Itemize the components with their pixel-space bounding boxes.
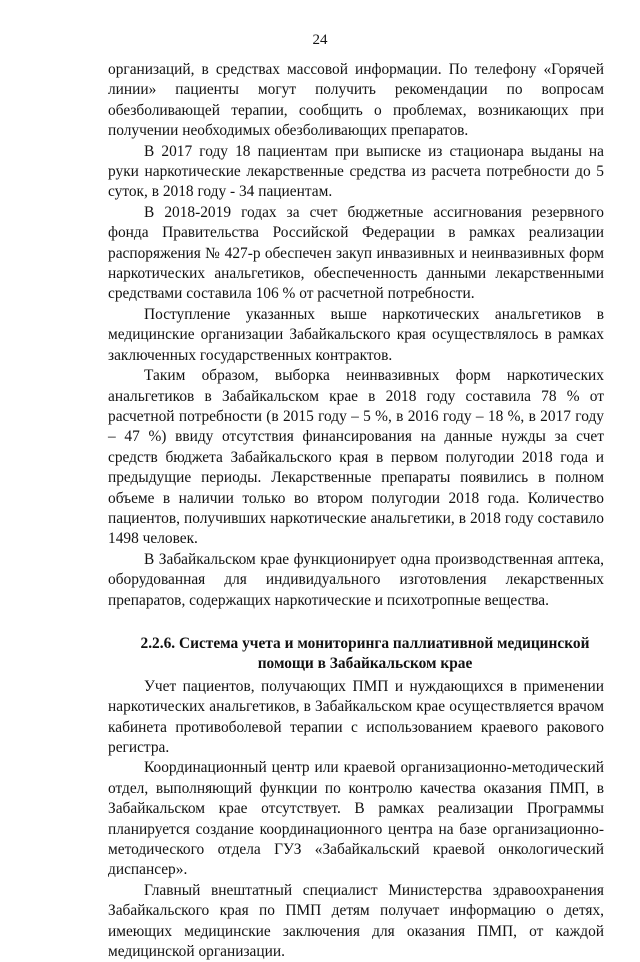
paragraph-discharge-2017: В 2017 году 18 пациентам при выписке из стационара выданы на руки наркотические лекарственные средства из расчета потребности до 5 суток, в 2018 году - 34 пациентам.: [108, 142, 604, 201]
paragraph-chief-specialist: Главный внештатный специалист Министерства здравоохранения Забайкальского края по ПМП детям получает информацию о детях, имеющих медицинские заключения для оказания ПМП, от каждой медицинской организации.: [108, 881, 604, 961]
paragraph-hotline: организаций, в средствах массовой информации. По телефону «Горячей линии» пациенты могут получить рекомендации по вопросам обезболивающей терапии, сообщить о проблемах, возникающих при получении необходимых обезболивающих препаратов.: [108, 61, 604, 140]
document-body: [108, 60, 604, 962]
paragraph-procurement-2018-2019: В 2018-2019 годах за счет бюджетные ассигнования резервного фонда Правительства Российской Федерации в рамках реализации распоряжения № 427-р обеспечен закуп инвазивных и неинвазивных форм наркотических анальгетиков, обеспеченность данными лекарственными средствами составила 106 % от расчетной потребности.: [108, 203, 604, 303]
section-heading: [108, 634, 604, 675]
paragraph-selection-2018: Таким образом, выборка неинвазивных форм наркотических анальгетиков в Забайкальском крае в 2018 году составила 78 % от расчетной потребности (в 2015 году – 5 %, в 2016 году – 18 %, в 2017 году – 47 %) ввиду отсутствия финансирования на данные нужды за счет средств бюджета Забайкальского края в первом полугодии 2018 года и предыдущие периоды. Лекарственные препараты появились в полном объеме в наличии только во втором полугодии 2018 года. Количество пациентов, получивших наркотические анальгетики, в 2018 году составило 1498 человек.: [108, 367, 604, 548]
paragraph-coordination-center: Координационный центр или краевой организационно-методический отдел, выполняющий функции по контролю качества оказания ПМП, в Забайкальском крае отсутствует. В рамках реализации Программы планируется создание координационного центра на базе организационно-методического отдела ГУЗ «Забайкальский краевой онкологический диспансер».: [108, 759, 604, 879]
paragraph-contracts: Поступление указанных выше наркотических анальгетиков в медицинские организации Забайкальского края осуществлялось в рамках заключенных государственных контрактов.: [108, 305, 604, 364]
section-heading-line2: помощи в Забайкальском крае: [257, 655, 473, 673]
paragraph-pharmacy: В Забайкальском крае функционирует одна производственная аптека, оборудованная для индивидуального изготовления лекарственных препаратов, содержащих наркотические и психотропные вещества.: [108, 550, 604, 609]
paragraph-patient-registry: Учет пациентов, получающих ПМП и нуждающихся в применении наркотических анальгетиков, в Забайкальском крае осуществляется врачом кабинета противоболевой терапии с использованием краевого ракового регистра.: [108, 677, 604, 756]
page-number: 24: [312, 32, 328, 48]
section-heading-line1: 2.2.6. Система учета и мониторинга паллиативной медицинской: [140, 634, 590, 652]
